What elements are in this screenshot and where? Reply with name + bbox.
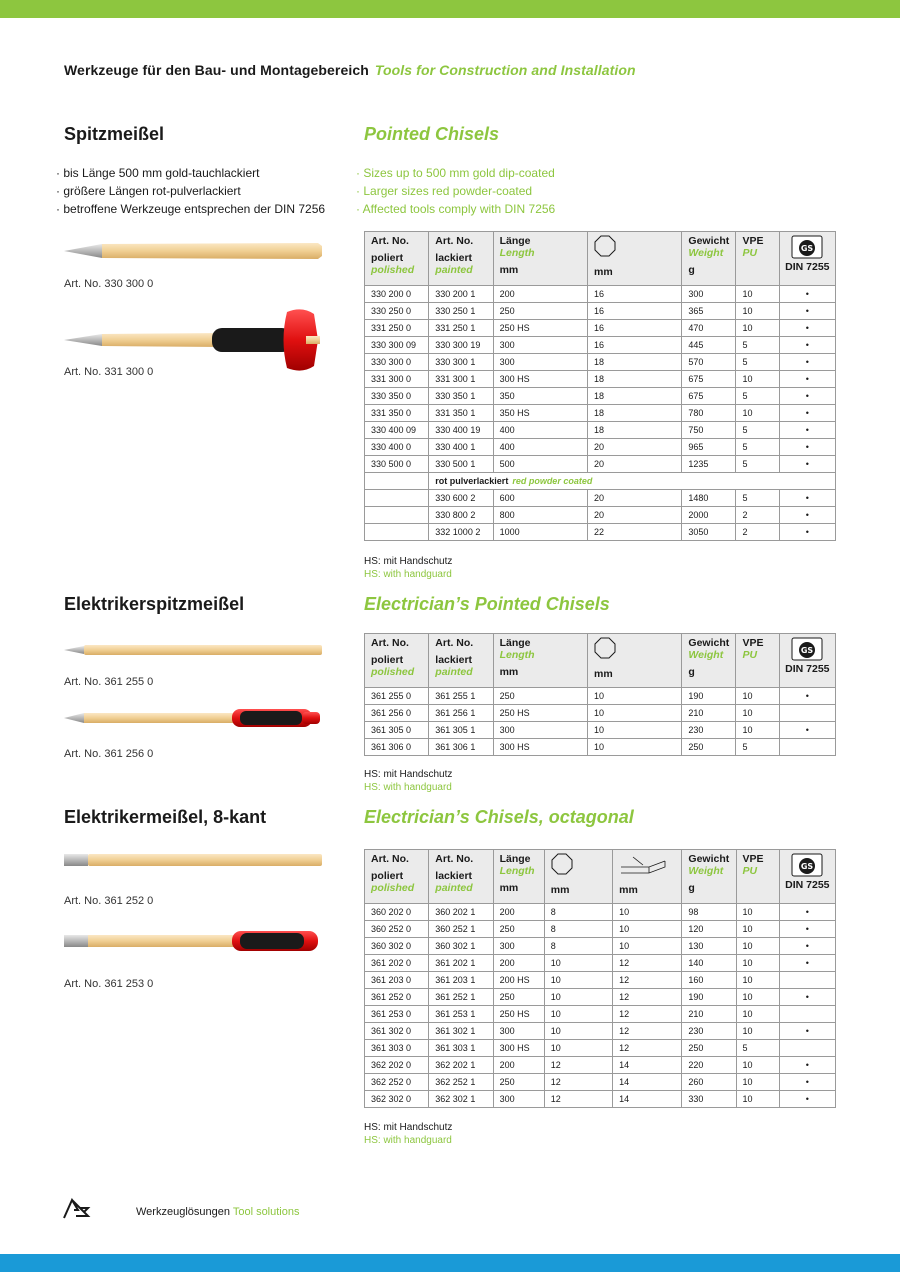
section2-title-en: Electrician’s Pointed Chisels (364, 594, 610, 614)
table-cell: 300 HS (493, 371, 587, 388)
table-cell: 5 (736, 1040, 779, 1057)
table-cell: 330 300 09 (365, 337, 429, 354)
table-cell: 965 (682, 439, 736, 456)
table-cell: 18 (587, 422, 681, 439)
table-cell: 330 350 1 (429, 388, 493, 405)
table-cell: 18 (587, 354, 681, 371)
table-cell: 331 250 1 (429, 320, 493, 337)
table-cell: 10 (544, 955, 612, 972)
table-cell: 300 HS (493, 1040, 544, 1057)
table-cell: 330 250 1 (429, 303, 493, 320)
table-cell: 330 200 0 (365, 286, 429, 303)
table-cell: 600 (493, 490, 587, 507)
table-cell: 10 (736, 303, 779, 320)
table-cell: 200 (493, 955, 544, 972)
table-cell: • (779, 303, 835, 320)
table-cell: 10 (544, 1006, 612, 1023)
table-cell: • (779, 337, 835, 354)
svg-text:GS: GS (801, 244, 814, 253)
section1-image-label-1: Art. No. 330 300 0 (64, 278, 154, 290)
table-cell: 361 253 0 (365, 1006, 429, 1023)
table-cell: 14 (613, 1074, 682, 1091)
table-cell: 1235 (682, 456, 736, 473)
table-cell: 10 (736, 921, 779, 938)
table-cell: • (779, 371, 835, 388)
table-cell: 20 (587, 456, 681, 473)
octagon-diameter-icon (551, 853, 573, 875)
table-cell: 230 (682, 722, 736, 739)
table-cell: 675 (682, 388, 736, 405)
table-cell: 10 (587, 688, 681, 705)
table-cell: 361 203 1 (429, 972, 493, 989)
table-cell: 570 (682, 354, 736, 371)
table-row (365, 439, 836, 456)
table-cell: 190 (682, 989, 736, 1006)
table-cell: 361 305 1 (429, 722, 493, 739)
table-cell: 330 200 1 (429, 286, 493, 303)
table-cell (779, 739, 835, 756)
octagon-diameter-icon (594, 235, 616, 257)
electrician-pointed-chisel-handguard-image (62, 700, 324, 736)
table-cell: 10 (736, 688, 779, 705)
table-cell (365, 524, 429, 541)
table-cell: • (779, 388, 835, 405)
table-cell: 10 (736, 705, 779, 722)
table-cell: 300 (493, 354, 587, 371)
section1-bullets-en: · Sizes up to 500 mm gold dip-coated · Larger sizes red powder-coated · Affected tools comply with DIN 7256 (356, 166, 556, 216)
table-cell: 330 600 2 (429, 490, 493, 507)
section3-image-label-2: Art. No. 361 253 0 (64, 978, 154, 990)
section2-table: Art. No. poliert polished Art. No. lackiert painted Länge Length mm mm Gewicht Weight g VPE PU GS DIN 7255 361 255 0 361 255 1 250 10 190 10 • 361 256 0 361 256 1 250 HS 10 210 10 361 305 0 361 305 1 300 10 230 10 • 361 306 0 361 306 1 300 HS 10 250 5 (364, 633, 836, 756)
table-cell: 210 (682, 705, 736, 722)
table-row (365, 1074, 836, 1091)
table-cell: 210 (682, 1006, 736, 1023)
table-cell: • (779, 921, 835, 938)
table-cell: 362 252 1 (429, 1074, 493, 1091)
table-cell: 780 (682, 405, 736, 422)
table-cell (779, 1040, 835, 1057)
table-cell: 250 HS (493, 705, 587, 722)
table-cell: 12 (613, 989, 682, 1006)
table-cell: 361 256 0 (365, 705, 429, 722)
table-cell: 5 (736, 439, 779, 456)
table-cell: 361 202 0 (365, 955, 429, 972)
table-row (365, 371, 836, 388)
blade-width-icon (619, 853, 669, 875)
table-cell: 360 252 0 (365, 921, 429, 938)
table-cell: • (779, 688, 835, 705)
table-cell: 2 (736, 524, 779, 541)
table-cell: 330 300 0 (365, 354, 429, 371)
table-cell: 12 (544, 1074, 612, 1091)
table-cell: 200 HS (493, 972, 544, 989)
table-cell: 330 300 1 (429, 354, 493, 371)
table-cell: 350 HS (493, 405, 587, 422)
table-cell: 10 (544, 989, 612, 1006)
table-cell: 5 (736, 739, 779, 756)
table-row (365, 1023, 836, 1040)
table-cell: 12 (613, 1040, 682, 1057)
table-row (365, 972, 836, 989)
table-cell: • (779, 1023, 835, 1040)
table-cell: • (779, 354, 835, 371)
table-cell: 361 252 1 (429, 989, 493, 1006)
table-cell: 230 (682, 1023, 736, 1040)
svg-text:GS: GS (801, 862, 814, 871)
table-cell: 10 (736, 904, 779, 921)
table-cell (365, 507, 429, 524)
table-cell: 330 350 0 (365, 388, 429, 405)
table-cell: 16 (587, 286, 681, 303)
table-cell: 1000 (493, 524, 587, 541)
section1-bullets-de: · bis Länge 500 mm gold-tauchlackiert · größere Längen rot-pulverlackiert · betroffene Werkzeuge entsprechen der DIN 7256 (56, 166, 326, 216)
table-row (365, 722, 836, 739)
table-cell: 160 (682, 972, 736, 989)
table-cell: • (779, 490, 835, 507)
table-cell: 200 (493, 904, 544, 921)
electrician-chisel-octagonal-handguard-image (62, 922, 324, 960)
table-cell: 16 (587, 303, 681, 320)
table-cell: 361 202 1 (429, 955, 493, 972)
table-cell: 361 255 1 (429, 688, 493, 705)
table-cell: • (779, 1074, 835, 1091)
table-cell: 360 202 1 (429, 904, 493, 921)
table-cell: 140 (682, 955, 736, 972)
table-cell: 10 (587, 705, 681, 722)
table-cell: 10 (587, 739, 681, 756)
table-cell: 300 (493, 337, 587, 354)
table-cell: 18 (587, 388, 681, 405)
table-cell: 10 (736, 722, 779, 739)
table-cell: 260 (682, 1074, 736, 1091)
table-cell: 330 800 2 (429, 507, 493, 524)
table-cell: 10 (736, 371, 779, 388)
table-cell: 14 (613, 1091, 682, 1108)
table-cell: 18 (587, 371, 681, 388)
table-row (365, 507, 836, 524)
table-cell: • (779, 955, 835, 972)
table-row (365, 1006, 836, 1023)
table-row (365, 904, 836, 921)
table-cell: • (779, 320, 835, 337)
table-cell: 20 (587, 439, 681, 456)
table-cell: 361 253 1 (429, 1006, 493, 1023)
table-cell: 12 (544, 1091, 612, 1108)
table-cell: 18 (587, 405, 681, 422)
table-cell: 360 302 1 (429, 938, 493, 955)
table-cell: 10 (587, 722, 681, 739)
table-cell: 800 (493, 507, 587, 524)
section1-note: HS: mit Handschutz HS: with handguard (364, 556, 453, 580)
gs-seal-icon (791, 637, 823, 661)
table-cell: 362 202 1 (429, 1057, 493, 1074)
table-cell: 22 (587, 524, 681, 541)
table-cell: 332 1000 2 (429, 524, 493, 541)
table-cell: 445 (682, 337, 736, 354)
table-cell: 360 302 0 (365, 938, 429, 955)
table-cell (779, 705, 835, 722)
table-cell: 300 (493, 1091, 544, 1108)
table-cell: 350 (493, 388, 587, 405)
table-cell: 400 (493, 439, 587, 456)
table-cell: 470 (682, 320, 736, 337)
table-cell: 361 305 0 (365, 722, 429, 739)
table-row (365, 303, 836, 320)
table-cell: 10 (736, 405, 779, 422)
electrician-pointed-chisel-image (62, 640, 324, 660)
table-row (365, 422, 836, 439)
table-cell: 330 250 0 (365, 303, 429, 320)
table-cell: 8 (544, 938, 612, 955)
table-cell: 10 (544, 972, 612, 989)
section1-title-en: Pointed Chisels (364, 124, 500, 144)
bottom-accent-bar (0, 1254, 900, 1272)
section3-table: Art. No. poliert polished Art. No. lackiert painted Länge Length mm mm mm Gewicht Weight g VPE PU GS DIN 7255 360 202 0 360 202 1 200 8 10 98 10 • 360 252 0 360 252 1 250 8 10 120 10 • 360 302 0 360 302 1 300 8 10 130 10 • 361 202 0 361 202 1 200 10 12 140 10 • 361 203 0 361 203 1 200 HS 10 12 160 10 361 252 0 361 252 1 250 10 12 190 10 • 361 253 0 361 253 1 250 HS 10 12 210 10 361 302 0 361 302 1 300 10 12 230 10 • 361 303 0 361 303 1 300 HS 10 12 250 5 362 202 0 362 202 1 200 12 14 220 10 • 362 252 0 362 252 1 250 12 14 260 10 • 362 302 0 362 302 1 300 12 14 330 10 • (364, 849, 836, 1108)
table-cell: 12 (613, 1023, 682, 1040)
pointed-chisel-image (62, 238, 324, 264)
table-cell: 200 (493, 286, 587, 303)
table-cell: • (779, 938, 835, 955)
table-cell (779, 1006, 835, 1023)
table-cell: 10 (613, 921, 682, 938)
table-cell: • (779, 422, 835, 439)
table-cell: 361 252 0 (365, 989, 429, 1006)
table-cell: • (779, 507, 835, 524)
table-cell: 8 (544, 904, 612, 921)
table-cell: 3050 (682, 524, 736, 541)
table-cell: 5 (736, 422, 779, 439)
table-cell: 300 (682, 286, 736, 303)
table-cell: • (779, 989, 835, 1006)
table-cell: 16 (587, 320, 681, 337)
table-row (365, 456, 836, 473)
section2-title-de: Elektrikerspitzmeißel (64, 594, 245, 614)
table-cell: 250 (493, 303, 587, 320)
table-cell: 360 202 0 (365, 904, 429, 921)
table-cell: 10 (736, 1091, 779, 1108)
electrician-chisel-octagonal-image (62, 850, 324, 870)
table-cell: 330 (682, 1091, 736, 1108)
table-cell: 361 203 0 (365, 972, 429, 989)
table-cell: 361 303 1 (429, 1040, 493, 1057)
section2-image-label-1: Art. No. 361 255 0 (64, 676, 154, 688)
table-cell: 360 252 1 (429, 921, 493, 938)
table-cell (365, 490, 429, 507)
section3-title-de: Elektrikermeißel, 8-kant (64, 807, 267, 827)
table-cell: 5 (736, 456, 779, 473)
table-row (365, 1057, 836, 1074)
table-cell: 1480 (682, 490, 736, 507)
table-row (365, 1091, 836, 1108)
table-cell: 300 (493, 1023, 544, 1040)
table-cell: 20 (587, 507, 681, 524)
table-cell: 250 (493, 921, 544, 938)
section3-note: HS: mit Handschutz HS: with handguard (364, 1122, 453, 1146)
table-cell: 330 400 19 (429, 422, 493, 439)
table-row (365, 354, 836, 371)
table-cell: • (779, 904, 835, 921)
table-cell: 250 (493, 989, 544, 1006)
table-cell: 331 300 1 (429, 371, 493, 388)
table-cell: 14 (613, 1057, 682, 1074)
table-cell: 330 400 09 (365, 422, 429, 439)
table-row (365, 705, 836, 722)
table-cell: 10 (736, 1023, 779, 1040)
section1-title-de: Spitzmeißel (64, 124, 165, 144)
svg-text:GS: GS (801, 646, 814, 655)
section1-table: Art. No. poliert polished Art. No. lackiert painted Länge Length mm mm Gewicht Weight g VPE PU GS DIN 7255 330 200 0 330 200 1 200 16 300 10 • 330 250 0 330 250 1 250 16 365 10 • 331 250 0 331 250 1 250 HS 16 470 10 • 330 300 09 330 300 19 300 16 445 5 • 330 300 0 330 300 1 300 18 570 5 • 331 300 0 331 300 1 300 HS 18 675 10 • 330 350 0 330 350 1 350 18 675 5 • 331 350 0 331 350 1 350 HS 18 780 10 • 330 400 09 330 400 19 400 18 750 5 • 330 400 0 330 400 1 400 20 965 5 • 330 500 0 330 500 1 500 20 1235 5 • rot pulverlackiert red powder coated 330 600 2 600 20 1480 5 • 330 800 2 800 20 2000 2 • 332 1000 2 1000 22 3050 2 • (364, 231, 836, 541)
table-cell: 361 306 1 (429, 739, 493, 756)
table-row (365, 388, 836, 405)
table-cell: 250 (493, 1074, 544, 1091)
header-en: Tools for Construction and Installation (374, 62, 636, 78)
octagon-diameter-icon (594, 637, 616, 659)
table-cell: 250 (682, 739, 736, 756)
table-cell: 10 (736, 938, 779, 955)
footer-text: Werkzeuglösungen Tool solutions (136, 1206, 300, 1218)
table-row (365, 955, 836, 972)
table-row (365, 989, 836, 1006)
table-cell: 10 (736, 972, 779, 989)
table-cell: 10 (736, 1057, 779, 1074)
table-cell: 130 (682, 938, 736, 955)
page-header (64, 62, 636, 78)
table-row (365, 688, 836, 705)
table-cell: 250 HS (493, 320, 587, 337)
section3-image-label-1: Art. No. 361 252 0 (64, 895, 154, 907)
table-cell: 5 (736, 388, 779, 405)
table-row (365, 524, 836, 541)
top-accent-bar (0, 0, 900, 18)
table-cell: 10 (736, 1006, 779, 1023)
table-cell: 330 500 1 (429, 456, 493, 473)
table-cell: 500 (493, 456, 587, 473)
gs-seal-icon (791, 235, 823, 259)
table-cell: 300 HS (493, 739, 587, 756)
table-cell: 331 300 0 (365, 371, 429, 388)
table-cell: 98 (682, 904, 736, 921)
gs-seal-icon (791, 853, 823, 877)
table-row (365, 490, 836, 507)
table-cell: 5 (736, 354, 779, 371)
table-cell: 250 (493, 688, 587, 705)
table-cell: 220 (682, 1057, 736, 1074)
table-cell: 250 (682, 1040, 736, 1057)
table-cell: 750 (682, 422, 736, 439)
section2-image-label-2: Art. No. 361 256 0 (64, 748, 154, 760)
table-cell: 362 302 1 (429, 1091, 493, 1108)
table-cell: 400 (493, 422, 587, 439)
table-cell: 16 (587, 337, 681, 354)
table-row (365, 921, 836, 938)
table-cell: 5 (736, 337, 779, 354)
table-cell: 12 (613, 1006, 682, 1023)
table-cell: 331 350 1 (429, 405, 493, 422)
table-cell: 10 (736, 286, 779, 303)
table-cell: 675 (682, 371, 736, 388)
table-row (365, 739, 836, 756)
header-de: Werkzeuge für den Bau- und Montagebereich (64, 62, 369, 78)
table-cell: 8 (544, 921, 612, 938)
table-row (365, 405, 836, 422)
table-cell: 2000 (682, 507, 736, 524)
table-cell: 190 (682, 688, 736, 705)
table-cell: 10 (736, 320, 779, 337)
table-cell: 330 400 0 (365, 439, 429, 456)
table-cell: 330 500 0 (365, 456, 429, 473)
table-cell: 300 (493, 722, 587, 739)
table-cell: 331 250 0 (365, 320, 429, 337)
section1-image-label-2: Art. No. 331 300 0 (64, 366, 154, 378)
table-cell: 361 303 0 (365, 1040, 429, 1057)
table-cell: 10 (544, 1023, 612, 1040)
table-cell: 2 (736, 507, 779, 524)
table-cell: 361 255 0 (365, 688, 429, 705)
table-cell: 361 306 0 (365, 739, 429, 756)
table-cell: 120 (682, 921, 736, 938)
section2-note: HS: mit Handschutz HS: with handguard (364, 769, 453, 793)
brand-logo-icon (62, 1196, 92, 1220)
table-cell: • (779, 1091, 835, 1108)
table-cell: • (779, 722, 835, 739)
table-cell: 10 (736, 989, 779, 1006)
table-cell: 250 HS (493, 1006, 544, 1023)
table-cell: • (779, 405, 835, 422)
table-cell: • (779, 439, 835, 456)
table-cell: 362 252 0 (365, 1074, 429, 1091)
table-cell: 10 (613, 904, 682, 921)
table-cell: 5 (736, 490, 779, 507)
table-cell: • (779, 524, 835, 541)
table-cell: 12 (613, 972, 682, 989)
table-cell: 362 202 0 (365, 1057, 429, 1074)
table-row (365, 1040, 836, 1057)
table-cell: 362 302 0 (365, 1091, 429, 1108)
table-cell: 10 (736, 955, 779, 972)
table-cell (779, 972, 835, 989)
table-cell: 361 302 0 (365, 1023, 429, 1040)
table-cell: • (779, 456, 835, 473)
table-cell: 200 (493, 1057, 544, 1074)
table-cell: 20 (587, 490, 681, 507)
table-cell: 331 350 0 (365, 405, 429, 422)
table-cell: 10 (613, 938, 682, 955)
table-cell: 300 (493, 938, 544, 955)
table-subheader-row: rot pulverlackiert red powder coated (365, 473, 836, 490)
table-row (365, 337, 836, 354)
table-cell: 365 (682, 303, 736, 320)
table-row (365, 320, 836, 337)
table-cell: 330 400 1 (429, 439, 493, 456)
table-row (365, 286, 836, 303)
table-cell: • (779, 1057, 835, 1074)
table-cell: 330 300 19 (429, 337, 493, 354)
section3-title-en: Electrician’s Chisels, octagonal (364, 807, 634, 827)
table-cell: 12 (544, 1057, 612, 1074)
table-cell: 361 302 1 (429, 1023, 493, 1040)
table-cell: • (779, 286, 835, 303)
table-cell: 10 (736, 1074, 779, 1091)
table-row (365, 938, 836, 955)
table-cell: 12 (613, 955, 682, 972)
table-cell: 361 256 1 (429, 705, 493, 722)
table-cell: 10 (544, 1040, 612, 1057)
